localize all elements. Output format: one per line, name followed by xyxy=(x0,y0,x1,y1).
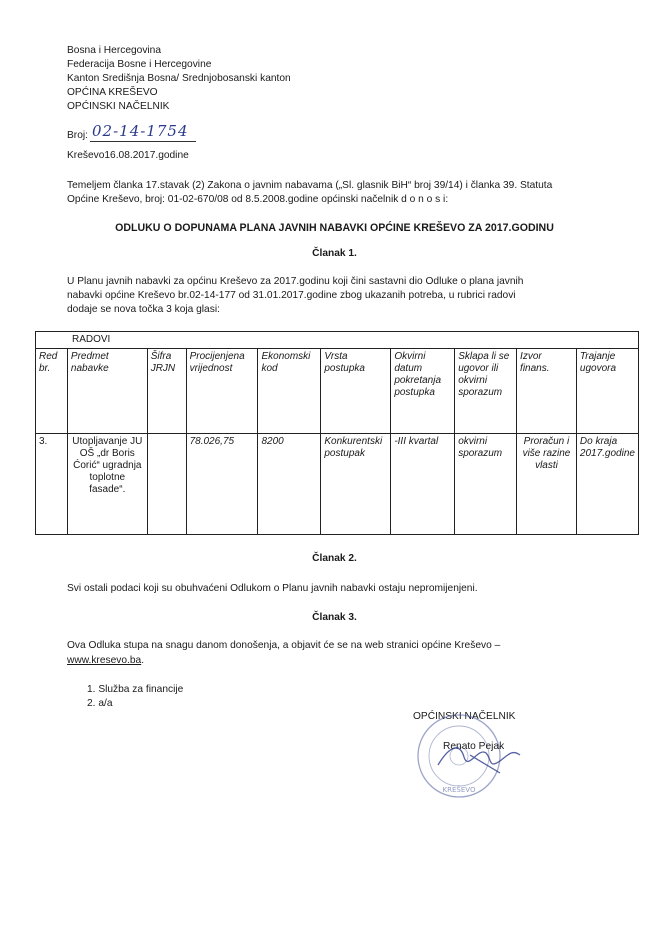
municipality-line: OPĆINA KREŠEVO xyxy=(67,87,158,98)
reference-number-handwritten: 02-14-1754 xyxy=(90,122,196,142)
stamp-text: KREŠEVO xyxy=(442,786,476,794)
country-line: Bosna i Hercegovina xyxy=(67,45,162,56)
column-header: Izvor finans. xyxy=(517,349,577,434)
table-cell xyxy=(147,434,186,535)
column-header: Trajanje ugovora xyxy=(576,349,638,434)
canton-line: Kanton Središnja Bosna/ Srednjobosanski kanton xyxy=(67,73,291,84)
preamble-line-1: Temeljem članka 17.stavak (2) Zakona o javnim nabavama („Sl. glasnik BiH“ broj 39/14) i članka 39. Statuta xyxy=(67,180,553,191)
article-1-heading: Članak 1. xyxy=(312,248,357,259)
table-cell: Do kraja 2017.godine xyxy=(576,434,638,535)
table-cell: 3. xyxy=(36,434,68,535)
reference-number-label: Broj: xyxy=(67,130,88,141)
table-cell: 8200 xyxy=(258,434,321,535)
place-date: Kreševo16.08.2017.godine xyxy=(67,150,189,161)
table-cell: Utopljavanje JU OŠ „dr Boris Ćorić“ ugradnja toplotne fasade“. xyxy=(67,434,147,535)
column-header: Vrsta postupka xyxy=(321,349,391,434)
table-row xyxy=(36,434,639,535)
procurement-table xyxy=(35,331,639,535)
column-header: Sklapa li se ugovor ili okvirni sporazum xyxy=(455,349,517,434)
preamble-line-2: Općine Kreševo, broj: 01-02-670/08 od 8.5.2008.godine općinski načelnik d o n o s i: xyxy=(67,194,449,205)
column-header: Šifra JRJN xyxy=(147,349,186,434)
office-line: OPĆINSKI NAČELNIK xyxy=(67,101,170,112)
article-2-text: Svi ostali podaci koji su obuhvaćeni Odlukom o Planu javnih nabavki ostaju nepromijenjeni. xyxy=(67,583,478,594)
article-1-line-2: nabavki općine Kreševo br.02-14-177 od 31.01.2017.godine zbog ukazanih potreba, u rubrici radovi xyxy=(67,290,516,301)
table-section-row xyxy=(36,332,639,349)
article-1-line-1: U Planu javnih nabavki za općinu Kreševo za 2017.godinu koji čini sastavni dio Odluke o plana javnih xyxy=(67,276,524,287)
table-cell: -III kvartal xyxy=(391,434,455,535)
table-cell: okvirni sporazum xyxy=(455,434,517,535)
column-header: Procijenjena vrijednost xyxy=(186,349,258,434)
article-1-line-3: dodaje se nova točka 3 koja glasi: xyxy=(67,304,220,315)
distribution-item: 2. a/a xyxy=(87,698,113,709)
website-link[interactable]: www.kresevo.ba xyxy=(67,655,142,666)
column-header: Red br. xyxy=(36,349,68,434)
signatory-role: OPĆINSKI NAČELNIK xyxy=(413,711,516,722)
document-title: ODLUKU O DOPUNAMA PLANA JAVNIH NABAVKI OPĆINE KREŠEVO ZA 2017.GODINU xyxy=(115,222,554,234)
column-header: Predmet nabavke xyxy=(67,349,147,434)
section-label: RADOVI xyxy=(36,332,639,349)
table-header-row xyxy=(36,349,639,434)
federation-line: Federacija Bosne i Hercegovine xyxy=(67,59,212,70)
distribution-item: 1. Služba za financije xyxy=(87,684,184,695)
column-header: Ekonomski kod xyxy=(258,349,321,434)
table-cell: Konkurentski postupak xyxy=(321,434,391,535)
table-cell: Proračun i više razine vlasti xyxy=(517,434,577,535)
article-3-line-2 xyxy=(67,655,144,666)
column-header: Okvirni datum pokretanja postupka xyxy=(391,349,455,434)
signatory-name: Renato Pejak xyxy=(443,741,505,752)
article-2-heading: Članak 2. xyxy=(312,553,357,564)
link-period: . xyxy=(141,655,145,666)
article-3-heading: Članak 3. xyxy=(312,612,357,623)
table-cell: 78.026,75 xyxy=(186,434,258,535)
handwritten-signature xyxy=(430,735,530,785)
article-3-line-1: Ova Odluka stupa na snagu danom donošenja, a objavit će se na web stranici općine Kreševo – xyxy=(67,640,501,651)
